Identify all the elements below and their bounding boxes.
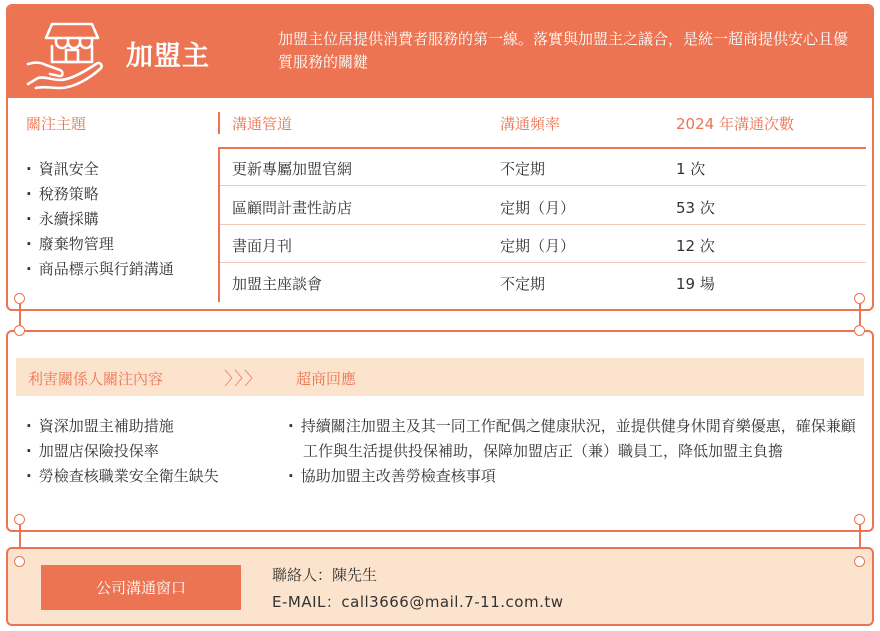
contact-window-button[interactable]: 公司溝通窗口 — [41, 565, 241, 610]
page-title: 加盟主 — [126, 41, 210, 72]
concerns-heading: 利害關係人關注內容 — [28, 370, 164, 388]
list-item: · 商品標示與行銷溝通 — [26, 257, 174, 282]
connector-dot — [854, 325, 865, 336]
table-cell-count: 19 場 — [676, 275, 715, 293]
column-header-topic: 關注主題 — [26, 115, 87, 133]
column-header-channel: 溝通管道 — [232, 115, 293, 133]
list-item: · 稅務策略 — [26, 182, 174, 207]
table-cell-channel: 加盟主座談會 — [232, 275, 323, 293]
table-cell-channel: 區顧問計畫性訪店 — [232, 199, 353, 217]
header-description: 加盟主位居提供消費者服務的第一線。落實與加盟主之議合，是統一超商提供安心且優質服務的關鍵 — [278, 30, 849, 71]
header-underline — [218, 147, 866, 149]
chevron-right-icon: 〉〉〉 — [224, 369, 263, 390]
list-item: · 勞檢查核職業安全衛生缺失 — [26, 464, 219, 489]
row-separator — [220, 224, 866, 225]
connector-dot — [14, 556, 25, 567]
list-item: · 廢棄物管理 — [26, 232, 174, 257]
list-item: · 協助加盟主改善勞檢查核事項 — [288, 464, 868, 489]
list-item: · 永續採購 — [26, 207, 174, 232]
connector-dot — [854, 556, 865, 567]
response-list — [288, 414, 868, 489]
topic-list — [26, 157, 174, 282]
table-cell-frequency: 定期（月） — [500, 199, 576, 217]
column-divider — [218, 149, 220, 302]
table-cell-count: 1 次 — [676, 160, 706, 178]
concern-response-header — [16, 358, 864, 396]
concern-list — [26, 414, 219, 489]
list-item: · 加盟店保險投保率 — [26, 439, 219, 464]
list-item: · 資訊安全 — [26, 157, 174, 182]
table-cell-channel: 書面月刊 — [232, 237, 293, 255]
list-item: · 資深加盟主補助措施 — [26, 414, 219, 439]
table-cell-channel: 更新專屬加盟官網 — [232, 160, 353, 178]
connector-dot — [854, 514, 865, 525]
table-cell-frequency: 不定期 — [500, 160, 546, 178]
list-item: · 持續關注加盟主及其一同工作配偶之健康狀況，並提供健身休閒育樂優惠，確保兼顧工作與生活提供投保補助，保障加盟店正（兼）職員工，降低加盟主負擔 — [288, 414, 868, 464]
contact-card — [6, 547, 874, 626]
column-header-count: 2024 年溝通次數 — [676, 115, 794, 133]
section-header — [8, 6, 872, 98]
table-cell-frequency: 不定期 — [500, 275, 546, 293]
row-separator — [220, 262, 866, 263]
communication-table-card — [6, 4, 874, 311]
row-separator — [220, 185, 866, 186]
contact-person: 聯絡人：陳先生 — [272, 566, 378, 584]
header-divider — [218, 112, 220, 134]
column-header-frequency: 溝通頻率 — [500, 115, 561, 133]
connector-dot — [14, 514, 25, 525]
table-cell-frequency: 定期（月） — [500, 237, 576, 255]
connector-dot — [14, 325, 25, 336]
connector-dot — [854, 293, 865, 304]
store-in-hand-icon — [22, 18, 112, 90]
table-cell-count: 12 次 — [676, 237, 715, 255]
response-heading: 超商回應 — [296, 370, 357, 388]
connector-dot — [14, 293, 25, 304]
contact-email-link[interactable]: E-MAIL：call3666@mail.7-11.com.tw — [272, 593, 564, 611]
table-cell-count: 53 次 — [676, 199, 715, 217]
stakeholder-concerns-card — [6, 330, 874, 532]
